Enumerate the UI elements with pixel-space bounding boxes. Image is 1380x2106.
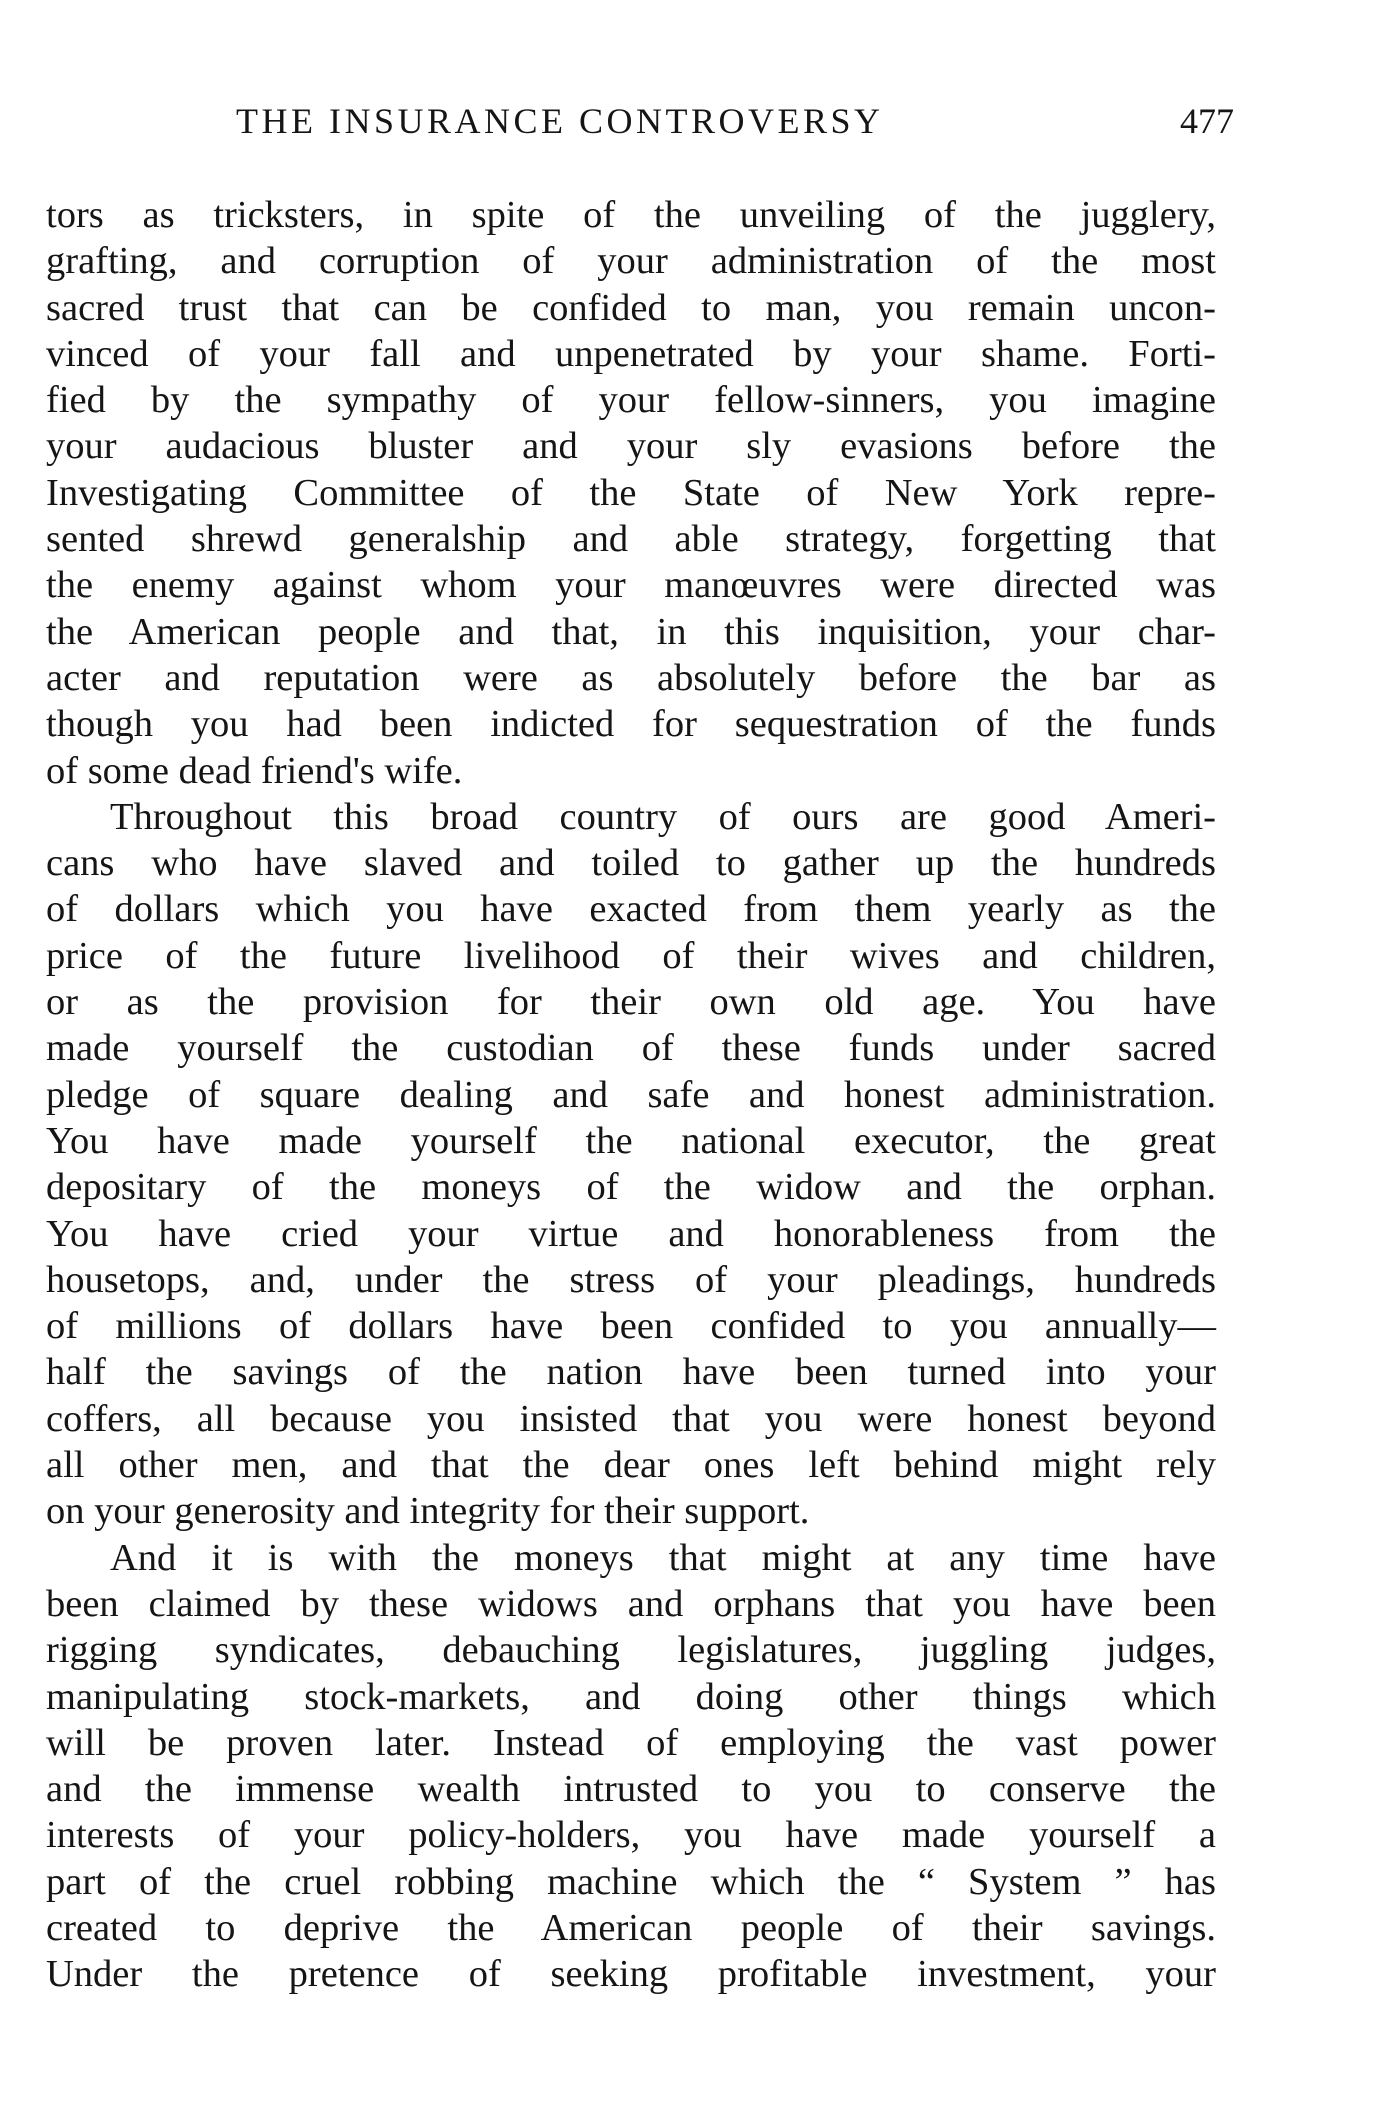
- text-line: your audacious bluster and your sly evasions before the: [46, 425, 1216, 468]
- book-page: [46, 100, 1234, 1998]
- text-line: all other men, and that the dear ones left behind might rely: [46, 1444, 1216, 1487]
- text-line: or as the provision for their own old age. You have: [46, 981, 1216, 1024]
- paragraph: [46, 794, 1216, 1535]
- text-line: acter and reputation were as absolutely before the bar as: [46, 656, 1216, 699]
- text-line: housetops, and, under the stress of your pleadings, hundreds: [46, 1258, 1216, 1301]
- paragraph: [46, 1535, 1216, 1998]
- text-line: been claimed by these widows and orphans that you have been: [46, 1582, 1216, 1625]
- text-line: coffers, all because you insisted that you were honest beyond: [46, 1397, 1216, 1440]
- text-line: on your generosity and integrity for their support.: [46, 1490, 810, 1533]
- page-number: 477: [1180, 101, 1234, 141]
- text-line: and the immense wealth intrusted to you to conserve the: [46, 1768, 1216, 1811]
- text-line: depositary of the moneys of the widow and the orphan.: [46, 1166, 1216, 1209]
- text-line: interests of your policy-holders, you have made yourself a: [46, 1814, 1216, 1857]
- text-line: You have made yourself the national executor, the great: [46, 1119, 1216, 1162]
- text-line: Throughout this broad country of ours are good Ameri-: [110, 795, 1216, 838]
- text-line: Under the pretence of seeking profitable investment, your: [46, 1953, 1216, 1996]
- running-head: [46, 100, 1234, 162]
- text-body: [46, 192, 1216, 1998]
- text-line: grafting, and corruption of your administration of the most: [46, 240, 1216, 283]
- text-line: rigging syndicates, debauching legislatures, juggling judges,: [46, 1629, 1216, 1672]
- text-line: part of the cruel robbing machine which the “ System ” has: [46, 1860, 1216, 1903]
- text-line: You have cried your virtue and honorableness from the: [46, 1212, 1216, 1255]
- text-line: half the savings of the nation have been turned into your: [46, 1351, 1216, 1394]
- text-line: of millions of dollars have been confided to you annually—: [46, 1305, 1216, 1348]
- text-line: manipulating stock-markets, and doing other things which: [46, 1675, 1216, 1718]
- text-line: pledge of square dealing and safe and honest administration.: [46, 1073, 1216, 1116]
- text-line: of dollars which you have exacted from them yearly as the: [46, 888, 1216, 931]
- running-title: THE INSURANCE CONTROVERSY: [236, 101, 884, 141]
- text-line: And it is with the moneys that might at any time have: [110, 1536, 1216, 1579]
- paragraph: [46, 192, 1216, 794]
- text-line: price of the future livelihood of their wives and children,: [46, 934, 1216, 977]
- text-line: the American people and that, in this inquisition, your char-: [46, 610, 1216, 653]
- text-line: cans who have slaved and toiled to gather up the hundreds: [46, 842, 1216, 885]
- text-line: though you had been indicted for sequestration of the funds: [46, 703, 1216, 746]
- text-line: sented shrewd generalship and able strategy, forgetting that: [46, 518, 1216, 561]
- text-line: tors as tricksters, in spite of the unveiling of the jugglery,: [46, 194, 1216, 236]
- text-line: will be proven later. Instead of employing the vast power: [46, 1721, 1216, 1764]
- text-line: Investigating Committee of the State of New York repre-: [46, 471, 1216, 514]
- text-line: the enemy against whom your manœuvres were directed was: [46, 564, 1216, 607]
- text-line: made yourself the custodian of these funds under sacred: [46, 1027, 1216, 1070]
- text-line: sacred trust that can be confided to man, you remain uncon-: [46, 286, 1216, 329]
- text-line: created to deprive the American people of their savings.: [46, 1906, 1216, 1949]
- text-line: vinced of your fall and unpenetrated by your shame. Forti-: [46, 332, 1216, 375]
- text-line: of some dead friend's wife.: [46, 749, 463, 792]
- text-line: fied by the sympathy of your fellow-sinners, you imagine: [46, 379, 1216, 422]
